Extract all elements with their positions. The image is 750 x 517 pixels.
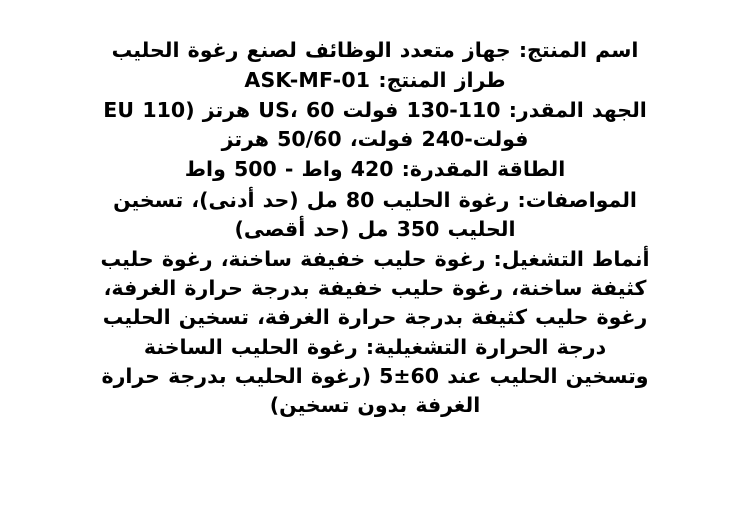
spec-operating-temperature: درجة الحرارة التشغيلية: رغوة الحليب الساخنة: [143, 335, 607, 360]
spec-specifications-continued: الحليب 350 مل (حد أقصى): [234, 216, 516, 241]
spec-operating-modes-line2: كثيفة ساخنة، رغوة حليب خفيفة بدرجة حرارة الغرفة،: [103, 275, 647, 300]
spec-operating-temperature-line3: الغرفة بدون تسخين): [269, 393, 481, 418]
spec-specifications: المواصفات: رغوة الحليب 80 مل (حد أدنى)، تسخين: [113, 187, 637, 212]
spec-operating-temperature-line2: وتسخين الحليب عند 60±5 (رغوة الحليب بدرجة حرارة: [101, 364, 649, 389]
spec-product-model: طراز المنتج: ASK-MF-01: [244, 68, 506, 93]
spec-operating-modes-line3: رغوة حليب كثيفة بدرجة حرارة الغرفة، تسخين الحليب: [102, 304, 648, 329]
spec-operating-modes: أنماط التشغيل: رغوة حليب خفيفة ساخنة، رغوة حليب: [100, 246, 650, 271]
spec-rated-voltage: الجهد المقدر: 110-130 فولت US، 60 هرتز (110 EU: [103, 98, 647, 123]
product-spec-list: [34, 36, 716, 421]
spec-rated-voltage-continued: فولت-240 فولت، 50/60 هرتز: [221, 127, 529, 152]
spec-rated-power: الطاقة المقدرة: 420 واط - 500 واط: [184, 157, 566, 182]
spec-product-name: اسم المنتج: جهاز متعدد الوظائف لصنع رغوة الحليب: [111, 38, 639, 62]
